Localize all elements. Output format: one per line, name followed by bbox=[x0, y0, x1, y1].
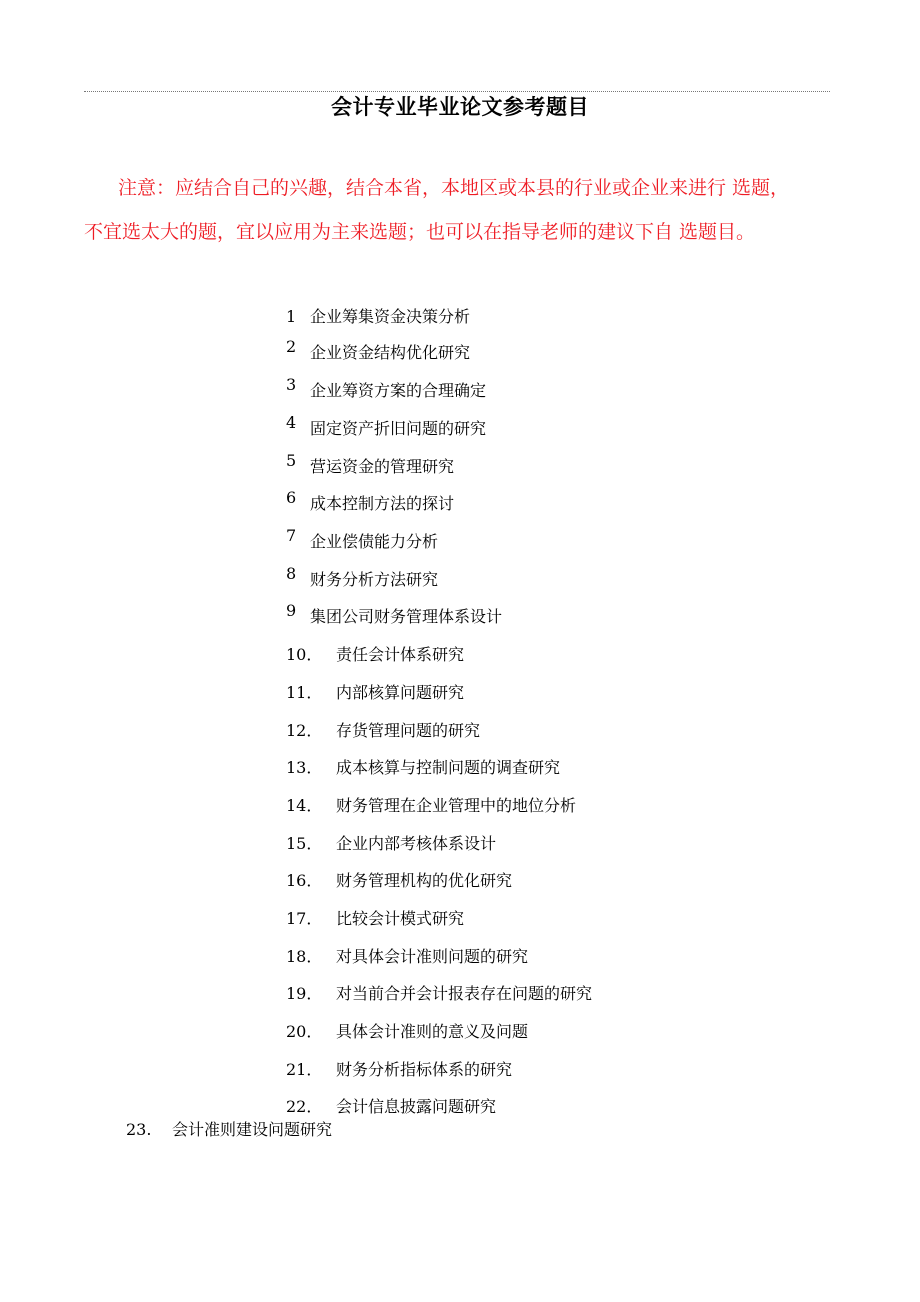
topic-label: 内部核算问题研究 bbox=[336, 683, 465, 702]
topic-label: 责任会计体系研究 bbox=[336, 645, 465, 664]
notice-line-1: 注意：应结合自己的兴趣，结合本省，本地区或本县的行业或企业来进行 选题， bbox=[118, 177, 790, 199]
topic-number: 5 bbox=[286, 451, 297, 470]
topic-label: 成本控制方法的探讨 bbox=[310, 494, 455, 513]
topic-label: 财务分析指标体系的研究 bbox=[336, 1060, 513, 1079]
topic-label: 企业偿债能力分析 bbox=[310, 532, 439, 551]
topic-label: 营运资金的管理研究 bbox=[310, 457, 455, 476]
topic-number: 11． bbox=[286, 683, 323, 702]
page-title: 会计专业毕业论文参考题目 bbox=[331, 95, 589, 119]
topic-number: 1 bbox=[286, 307, 297, 326]
topic-label: 具体会计准则的意义及问题 bbox=[336, 1022, 529, 1041]
topic-label: 固定资产折旧问题的研究 bbox=[310, 419, 487, 438]
topic-label: 企业资金结构优化研究 bbox=[310, 343, 471, 362]
topic-item-21 bbox=[286, 1057, 512, 1083]
topic-item-19 bbox=[286, 981, 592, 1007]
topic-label: 财务分析方法研究 bbox=[310, 570, 439, 589]
topic-item-9 bbox=[286, 601, 503, 630]
topic-number: 20． bbox=[286, 1022, 323, 1041]
topic-item-3 bbox=[286, 375, 487, 404]
topic-number: 15． bbox=[286, 834, 323, 853]
topic-item-14 bbox=[286, 793, 576, 819]
topic-number: 8 bbox=[286, 564, 297, 583]
topic-label: 对当前合并会计报表存在问题的研究 bbox=[336, 984, 593, 1003]
topic-number: 9 bbox=[286, 601, 297, 620]
topic-number: 3 bbox=[286, 375, 297, 394]
topic-label: 财务管理机构的优化研究 bbox=[336, 871, 513, 890]
topic-item-1 bbox=[286, 304, 470, 330]
topic-number: 21． bbox=[286, 1060, 323, 1079]
topic-number: 22． bbox=[286, 1097, 323, 1116]
topic-item-17 bbox=[286, 906, 464, 932]
topic-number: 23. bbox=[126, 1120, 152, 1139]
topic-item-6 bbox=[286, 488, 455, 517]
topic-item-15 bbox=[286, 831, 496, 857]
topic-number: 17． bbox=[286, 909, 323, 928]
topic-item-13 bbox=[286, 755, 560, 781]
topic-label: 财务管理在企业管理中的地位分析 bbox=[336, 796, 577, 815]
topic-label: 企业筹资方案的合理确定 bbox=[310, 381, 487, 400]
topic-label: 企业筹集资金决策分析 bbox=[310, 307, 471, 326]
topic-item-18 bbox=[286, 944, 528, 970]
topic-item-20 bbox=[286, 1019, 528, 1045]
topic-item-7 bbox=[286, 526, 439, 555]
topic-label: 集团公司财务管理体系设计 bbox=[310, 607, 503, 626]
topic-number: 4 bbox=[286, 413, 297, 432]
topic-number: 13． bbox=[286, 758, 323, 777]
topic-label: 存货管理问题的研究 bbox=[336, 721, 481, 740]
topic-item-4 bbox=[286, 413, 487, 442]
topic-number: 2 bbox=[286, 337, 297, 356]
topic-number: 6 bbox=[286, 488, 297, 507]
topic-number: 16． bbox=[286, 871, 323, 890]
topic-label: 企业内部考核体系设计 bbox=[336, 834, 497, 853]
notice-line-2: 不宜选太大的题，宜以应用为主来选题；也可以在指导老师的建议下自 选题目。 bbox=[84, 221, 756, 243]
topic-label: 会计信息披露问题研究 bbox=[336, 1097, 497, 1116]
topic-item-23 bbox=[126, 1117, 332, 1143]
topic-label: 成本核算与控制问题的调查研究 bbox=[336, 758, 561, 777]
topic-number: 10． bbox=[286, 645, 323, 664]
topic-label: 比较会计模式研究 bbox=[336, 909, 465, 928]
topic-number: 14． bbox=[286, 796, 323, 815]
topic-item-16 bbox=[286, 868, 512, 894]
topic-number: 19． bbox=[286, 984, 323, 1003]
topic-item-5 bbox=[286, 451, 455, 480]
topic-item-10 bbox=[286, 642, 464, 668]
topic-number: 7 bbox=[286, 526, 297, 545]
topic-item-8 bbox=[286, 564, 439, 593]
topic-label: 对具体会计准则问题的研究 bbox=[336, 947, 529, 966]
topic-label: 会计准则建设问题研究 bbox=[172, 1120, 333, 1139]
topic-number: 18． bbox=[286, 947, 323, 966]
topic-item-2 bbox=[286, 337, 471, 366]
topic-item-12 bbox=[286, 718, 480, 744]
topic-number: 12． bbox=[286, 721, 323, 740]
topic-item-11 bbox=[286, 680, 464, 706]
